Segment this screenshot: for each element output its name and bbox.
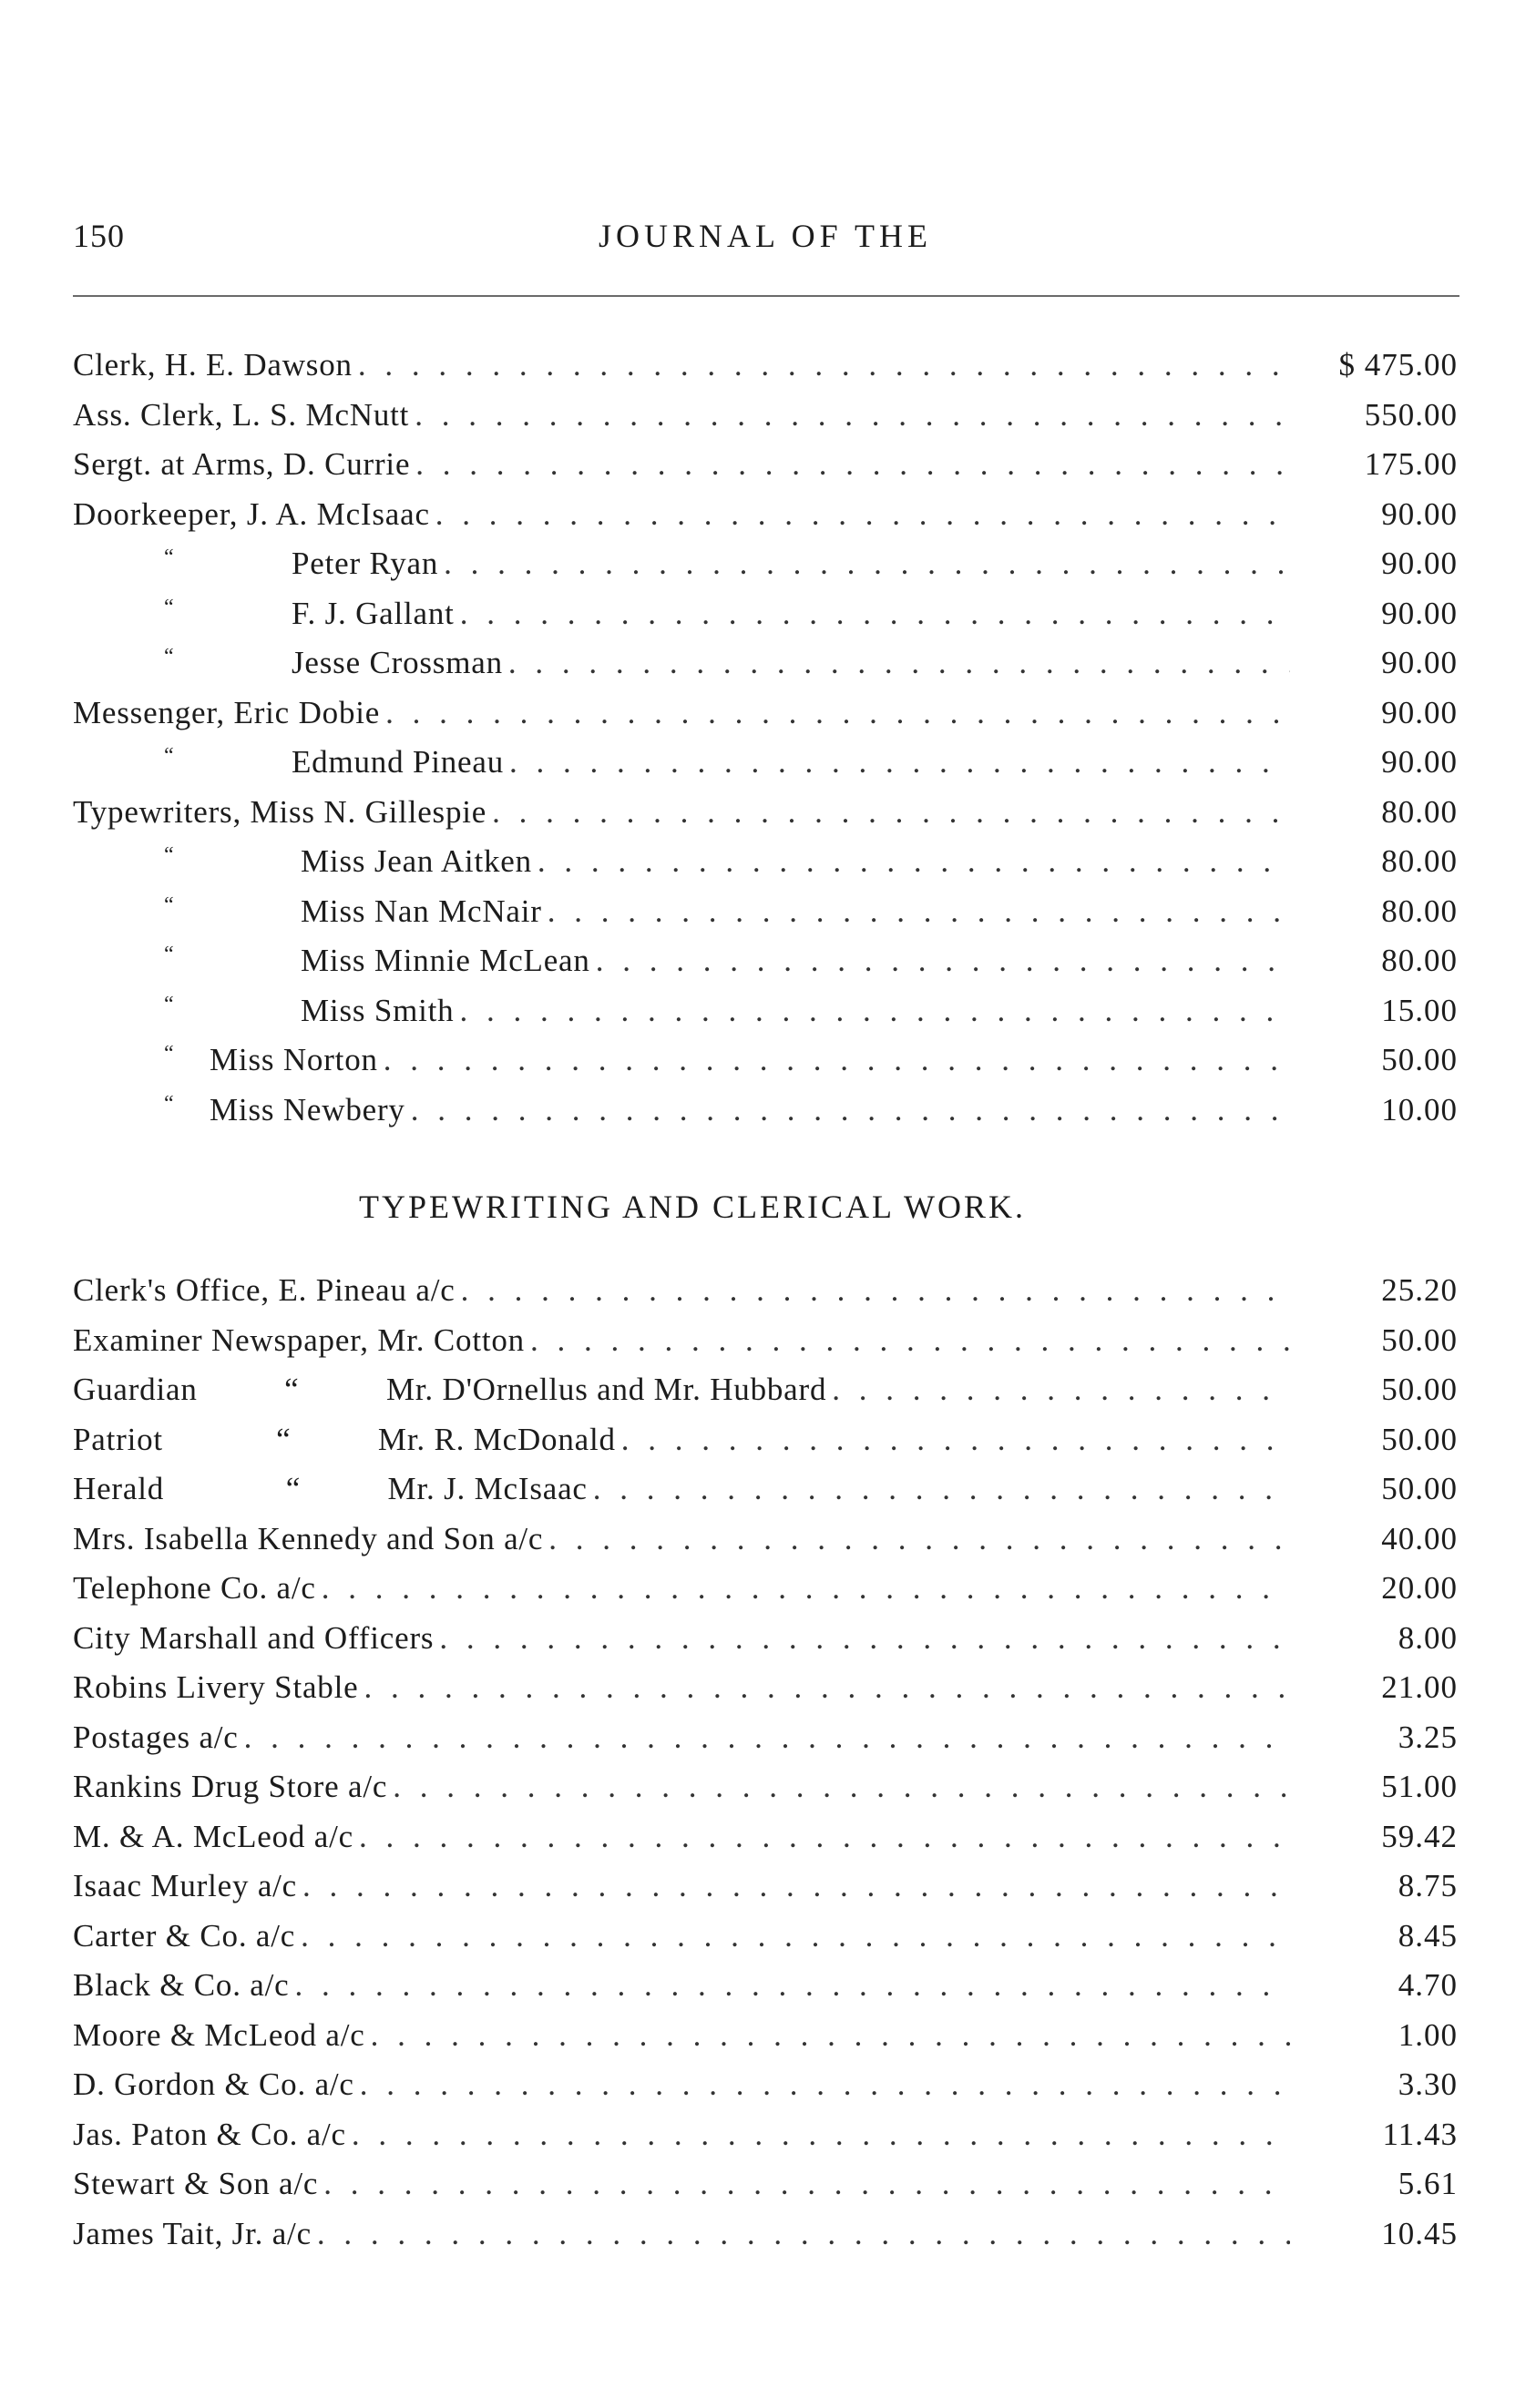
ditto-mark: “ — [164, 1091, 175, 1116]
ledger-entry-text: Sergt. at Arms, D. Currie — [73, 446, 411, 482]
leader-dots — [548, 1515, 1290, 1565]
ledger-entry-text: Edmund Pineau — [292, 744, 505, 780]
leader-dots — [530, 1316, 1290, 1366]
ledger-entry-text: Peter Ryan — [292, 546, 439, 581]
ledger-entry-name: Stewart & Son a/c — [73, 2166, 319, 2201]
ledger-row — [73, 1415, 1458, 1465]
staff-salaries-list — [73, 341, 1458, 1135]
ditto-mark: “ — [164, 744, 175, 768]
leader-dots — [244, 1713, 1290, 1763]
ledger-entry-text: Miss Jean Aitken — [301, 843, 532, 879]
ledger-entry-amount: 10.45 — [1381, 2215, 1458, 2251]
ledger-entry-text: Jesse Crossman — [292, 645, 503, 680]
ledger-entry-amount: 3.30 — [1398, 2066, 1458, 2102]
ledger-row — [73, 1713, 1458, 1763]
header-rule — [73, 295, 1459, 297]
ledger-row — [73, 1036, 1458, 1086]
page-number: 150 — [73, 218, 125, 254]
ledger-entry-amount: 50.00 — [1381, 1042, 1458, 1077]
ledger-entry-text: Miss Nan McNair — [301, 893, 542, 929]
ledger-entry-name: Carter & Co. a/c — [73, 1917, 296, 1954]
ledger-row — [73, 440, 1458, 490]
ledger-entry-name: Postages a/c — [73, 1719, 239, 1755]
ledger-entry-amount: 8.75 — [1398, 1868, 1458, 1903]
ledger-entry-name: Examiner Newspaper, Mr. Cotton — [73, 1321, 525, 1358]
leader-dots — [460, 589, 1290, 639]
ledger-row — [73, 1464, 1458, 1515]
ledger-entry-name — [73, 638, 503, 689]
ditto-mark: “ — [164, 546, 175, 569]
leader-dots — [509, 738, 1290, 788]
leader-dots — [317, 2209, 1290, 2260]
ledger-entry-text: Miss Minnie McLean — [301, 943, 590, 978]
ledger-row — [73, 1086, 1458, 1136]
ledger-row — [73, 589, 1458, 639]
ledger-row — [73, 1762, 1458, 1812]
ledger-entry-amount: 90.00 — [1381, 595, 1458, 631]
ledger-entry-name: Telephone Co. a/c — [73, 1570, 316, 1606]
leader-dots — [364, 1663, 1290, 1713]
ledger-row — [73, 1614, 1458, 1664]
ledger-entry-name — [73, 936, 590, 986]
ledger-entry-name — [73, 589, 455, 639]
leader-dots — [384, 1036, 1290, 1086]
ledger-row — [73, 2209, 1458, 2260]
ledger-entry-text: Miss Newbery — [210, 1091, 405, 1127]
ledger-entry-amount: 90.00 — [1381, 744, 1458, 780]
ledger-entry-amount: 80.00 — [1381, 793, 1458, 830]
ledger-row — [73, 1862, 1458, 1912]
ledger-row — [73, 887, 1458, 937]
ledger-entry-name — [73, 440, 410, 490]
ledger-entry-amount: 90.00 — [1381, 495, 1458, 532]
ledger-entry-name — [73, 490, 430, 540]
ledger-row — [73, 1912, 1458, 1962]
ledger-entry-text: Miss Smith — [301, 992, 455, 1028]
ledger-row — [73, 539, 1458, 589]
ledger-row — [73, 936, 1458, 986]
ledger-entry-name — [73, 1036, 378, 1086]
ledger-entry-name: City Marshall and Officers — [73, 1619, 435, 1656]
ledger-entry-name: Moore & McLeod a/c — [73, 2016, 365, 2053]
ditto-mark: “ — [164, 595, 175, 619]
ledger-row — [73, 2060, 1458, 2110]
ledger-row — [73, 341, 1458, 391]
ledger-row — [73, 2011, 1458, 2061]
leader-dots — [301, 1912, 1290, 1962]
ditto-mark: “ — [164, 645, 175, 668]
ledger-row — [73, 1663, 1458, 1713]
leader-dots — [352, 2110, 1290, 2160]
ledger-row — [73, 1316, 1458, 1366]
leader-dots — [459, 986, 1290, 1036]
ledger-entry-name: D. Gordon & Co. a/c — [73, 2066, 354, 2102]
ledger-entry-name — [73, 391, 409, 441]
ditto-mark: “ — [164, 992, 175, 1016]
running-title: JOURNAL OF THE — [598, 218, 932, 254]
ledger-entry-amount: 8.00 — [1398, 1619, 1458, 1656]
leader-dots — [322, 1564, 1290, 1614]
ledger-row — [73, 1515, 1458, 1565]
ledger-row — [73, 1266, 1458, 1316]
ledger-entry-amount: 11.43 — [1382, 2116, 1458, 2152]
ledger-entry-amount: 5.61 — [1398, 2166, 1458, 2201]
ledger-entry-text: Messenger, Eric Dobie — [73, 694, 381, 730]
ledger-entry-amount: 4.70 — [1398, 1967, 1458, 2003]
leader-dots — [492, 788, 1290, 838]
ledger-entry-name: Mrs. Isabella Kennedy and Son a/c — [73, 1520, 544, 1556]
section-heading: TYPEWRITING AND CLERICAL WORK. — [359, 1189, 1026, 1225]
ditto-mark: “ — [164, 843, 175, 867]
ledger-entry-name — [73, 1086, 405, 1136]
ledger-entry-text: Miss Norton — [210, 1042, 378, 1077]
leader-dots — [371, 2011, 1290, 2061]
ledger-entry-name — [73, 837, 532, 887]
leader-dots — [508, 638, 1290, 689]
ledger-entry-name: Isaac Murley a/c — [73, 1868, 298, 1903]
ledger-entry-name: Guardian “ Mr. D'Ornellus and Mr. Hubbard — [73, 1372, 827, 1407]
clerical-expenses-list — [73, 1266, 1458, 2259]
ledger-row — [73, 1961, 1458, 2011]
ledger-entry-name: Clerk's Office, E. Pineau a/c — [73, 1272, 456, 1308]
ledger-entry-name: Patriot “ Mr. R. McDonald — [73, 1421, 616, 1457]
leader-dots — [548, 887, 1290, 937]
leader-dots — [596, 936, 1290, 986]
leader-dots — [360, 2060, 1290, 2110]
ledger-entry-amount: 40.00 — [1381, 1520, 1458, 1556]
ledger-entry-amount: 80.00 — [1381, 843, 1458, 879]
leader-dots — [302, 1862, 1290, 1912]
ditto-mark: “ — [164, 943, 175, 966]
leader-dots — [385, 689, 1290, 739]
ledger-entry-amount: 10.00 — [1381, 1091, 1458, 1127]
ledger-entry-text: Doorkeeper, J. A. McIsaac — [73, 495, 430, 532]
ledger-entry-name — [73, 539, 438, 589]
ledger-row — [73, 391, 1458, 441]
ledger-entry-amount: 50.00 — [1381, 1321, 1458, 1358]
ledger-entry-amount: 59.42 — [1381, 1818, 1458, 1854]
leader-dots — [621, 1415, 1290, 1465]
leader-dots — [415, 440, 1290, 490]
ditto-mark: “ — [164, 893, 175, 917]
ledger-entry-name — [73, 887, 542, 937]
leader-dots — [439, 1614, 1290, 1664]
ledger-entry-amount: 3.25 — [1398, 1719, 1458, 1755]
ledger-entry-amount: 175.00 — [1364, 446, 1458, 482]
ledger-row — [73, 788, 1458, 838]
leader-dots — [415, 391, 1290, 441]
ledger-entry-amount: 80.00 — [1381, 943, 1458, 978]
ledger-entry-amount: 21.00 — [1381, 1669, 1458, 1705]
leader-dots — [444, 539, 1290, 589]
ledger-entry-name: Rankins Drug Store a/c — [73, 1769, 388, 1804]
ledger-entry-amount: 20.00 — [1381, 1570, 1458, 1606]
ledger-entry-amount: 80.00 — [1381, 893, 1458, 929]
ledger-row — [73, 837, 1458, 887]
ledger-entry-text: Typewriters, Miss N. Gillespie — [73, 793, 487, 830]
leader-dots — [393, 1762, 1290, 1812]
leader-dots — [832, 1365, 1290, 1415]
leader-dots — [411, 1086, 1290, 1136]
ledger-entry-name: Herald “ Mr. J. McIsaac — [73, 1471, 588, 1506]
ledger-entry-amount: 90.00 — [1381, 645, 1458, 680]
ledger-entry-amount: $ 475.00 — [1338, 347, 1458, 383]
ledger-row — [73, 689, 1458, 739]
leader-dots — [538, 837, 1290, 887]
leader-dots — [323, 2159, 1290, 2209]
ledger-entry-name: James Tait, Jr. a/c — [73, 2215, 312, 2251]
ledger-entry-text: Ass. Clerk, L. S. McNutt — [73, 396, 410, 433]
ledger-entry-amount: 550.00 — [1364, 396, 1458, 433]
page-header — [73, 217, 1458, 262]
ledger-entry-name: Robins Livery Stable — [73, 1669, 359, 1705]
ledger-entry-name — [73, 986, 454, 1036]
ledger-entry-name — [73, 738, 504, 788]
leader-dots — [359, 1812, 1290, 1862]
ledger-entry-amount: 90.00 — [1381, 694, 1458, 730]
ledger-row — [73, 638, 1458, 689]
leader-dots — [435, 490, 1290, 540]
ledger-entry-name — [73, 341, 353, 391]
ledger-entry-name: M. & A. McLeod a/c — [73, 1818, 353, 1854]
leader-dots — [593, 1464, 1290, 1515]
ledger-entry-name — [73, 788, 486, 838]
ledger-entry-text: Clerk, H. E. Dawson — [73, 347, 353, 383]
ledger-entry-text: F. J. Gallant — [292, 595, 455, 631]
ledger-row — [73, 1564, 1458, 1614]
ledger-row — [73, 1365, 1458, 1415]
ledger-entry-amount: 15.00 — [1381, 992, 1458, 1028]
ledger-row — [73, 2159, 1458, 2209]
ledger-entry-name — [73, 689, 380, 739]
ledger-row — [73, 1812, 1458, 1862]
ledger-entry-amount: 1.00 — [1398, 2016, 1458, 2053]
ledger-row — [73, 490, 1458, 540]
ledger-entry-name: Jas. Paton & Co. a/c — [73, 2116, 346, 2152]
ledger-entry-amount: 8.45 — [1398, 1917, 1458, 1954]
ledger-entry-amount: 25.20 — [1381, 1272, 1458, 1308]
ledger-entry-name: Black & Co. a/c — [73, 1967, 290, 2003]
ledger-entry-amount: 51.00 — [1381, 1769, 1458, 1804]
ledger-entry-amount: 50.00 — [1381, 1471, 1458, 1506]
ledger-row — [73, 2110, 1458, 2160]
ledger-row — [73, 986, 1458, 1036]
leader-dots — [358, 341, 1290, 391]
ledger-entry-amount: 90.00 — [1381, 546, 1458, 581]
ledger-entry-amount: 50.00 — [1381, 1372, 1458, 1407]
ditto-mark: “ — [164, 1042, 175, 1066]
ledger-entry-amount: 50.00 — [1381, 1421, 1458, 1457]
ledger-row — [73, 738, 1458, 788]
leader-dots — [295, 1961, 1290, 2011]
leader-dots — [461, 1266, 1290, 1316]
